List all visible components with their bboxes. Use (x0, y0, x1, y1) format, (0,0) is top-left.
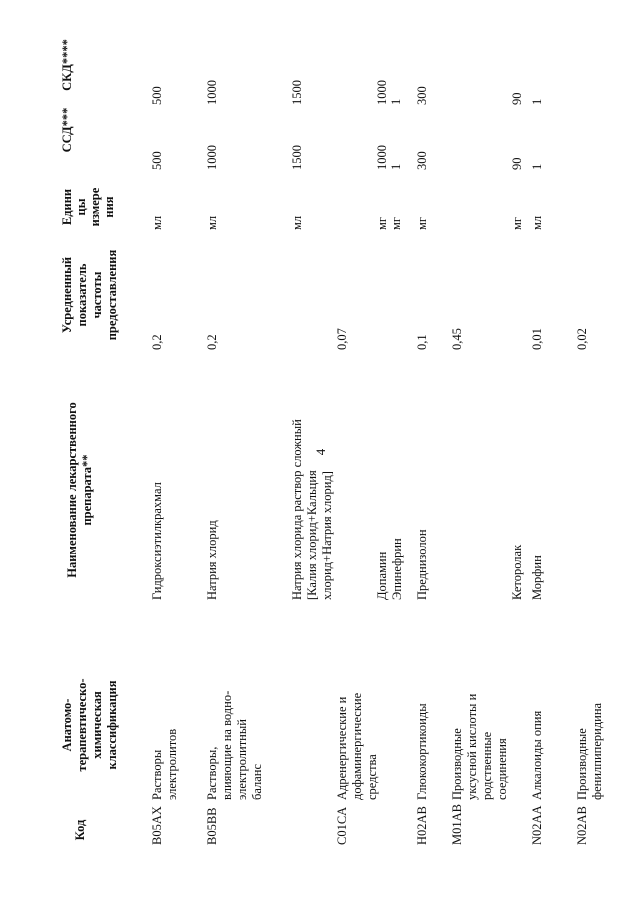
header-drug: Наименование лекарственного (65, 402, 79, 578)
row-atc: баланс (250, 763, 264, 800)
header-freq: частоты (90, 271, 104, 319)
row-freq: 0,2 (150, 334, 164, 350)
header-drug: препарата** (80, 454, 94, 526)
row-drug: хлорид+Натрия хлорид] (320, 471, 334, 600)
row-skd: 1 (530, 98, 544, 105)
row-unit: мл (150, 215, 164, 230)
row-skd: 1000 (205, 80, 219, 105)
row-ssd: 1000 (205, 145, 219, 170)
row-unit: мл (290, 215, 304, 230)
row-ssd: 300 (415, 151, 429, 170)
header-unit: ния (102, 196, 116, 218)
row-drug: Морфин (530, 555, 544, 600)
row-atc: Производные (450, 728, 464, 800)
drug-table (55, 30, 615, 870)
row-ssd: 1 (389, 163, 403, 170)
row-ssd: 1000 (375, 145, 389, 170)
row-drug: Преднизолон (415, 529, 429, 600)
row-drug: [Калия хлорид+Кальция (305, 470, 319, 600)
row-freq: 0,01 (530, 328, 544, 350)
row-atc: родственные (480, 731, 494, 800)
row-unit: мл (530, 215, 544, 230)
row-code: H02AB (415, 806, 429, 845)
row-unit: мг (415, 216, 429, 230)
row-atc: соединения (495, 738, 509, 800)
header-unit: цы (74, 198, 88, 216)
header-atc: химическая (90, 691, 104, 759)
row-atc: Растворы (150, 749, 164, 800)
header-freq: показатель (75, 263, 89, 327)
row-drug: Кеторолак (510, 544, 524, 600)
row-skd: 500 (150, 86, 164, 105)
row-freq: 0,1 (415, 334, 429, 350)
row-atc: Производные (575, 728, 589, 800)
header-freq: предоставления (105, 249, 119, 341)
header-freq: Усредненный (60, 256, 74, 334)
header-ssd: ССД*** (60, 107, 74, 153)
row-atc: Алкалоиды опия (530, 710, 544, 800)
row-drug: Гидроксиэтилкрахмал (150, 482, 164, 600)
row-unit: мг (510, 216, 524, 230)
row-atc: электролитов (165, 728, 179, 800)
row-code: B05BB (205, 807, 219, 845)
row-ssd: 1 (530, 163, 544, 170)
header-unit: Едини (60, 188, 74, 226)
row-skd: 1500 (290, 80, 304, 105)
row-atc: Растворы, (205, 746, 219, 800)
row-atc: Глюкокортикоиды (415, 703, 429, 800)
header-atc: Анатомо- (60, 698, 74, 752)
row-unit: мг (375, 216, 389, 230)
header-atc: терапевтическо- (75, 678, 89, 772)
row-skd: 300 (415, 86, 429, 105)
row-freq: 0,2 (205, 334, 219, 350)
header-unit: измере (88, 187, 102, 227)
row-unit: мл (205, 215, 219, 230)
header-atc: классификация (105, 680, 119, 770)
header-skd: СКД**** (60, 39, 74, 91)
row-drug: Допамин (375, 551, 389, 600)
rotated-table-sheet (55, 30, 615, 870)
page-number: 4 (313, 448, 328, 456)
row-drug: Натрия хлорида раствор сложный (290, 419, 304, 600)
row-atc: уксусной кислоты и (465, 693, 479, 800)
row-freq: 0,07 (335, 328, 349, 350)
row-code: N02AA (530, 805, 544, 845)
row-atc: дофаминергические (350, 692, 364, 800)
row-atc: влияющие на водно- (220, 690, 234, 800)
row-ssd: 90 (510, 157, 524, 170)
row-ssd: 500 (150, 151, 164, 170)
row-skd: 1 (389, 98, 403, 105)
row-atc: фенилпиперидина (590, 702, 604, 800)
row-drug: Натрия хлорид (205, 520, 219, 600)
row-atc: электролитный (235, 719, 249, 800)
row-freq: 0,45 (450, 328, 464, 350)
row-atc: Адренергические и (335, 696, 349, 800)
row-skd: 1000 (375, 80, 389, 105)
row-code: N02AB (575, 806, 589, 845)
row-skd: 90 (510, 92, 524, 105)
row-code: B05AX (150, 806, 164, 845)
row-code: M01AB (450, 804, 464, 845)
row-code: C01CA (335, 806, 349, 845)
row-unit: мг (389, 216, 403, 230)
row-freq: 0,02 (575, 328, 589, 350)
header-code: Код (73, 819, 87, 841)
row-drug: Эпинефрин (390, 538, 404, 600)
row-ssd: 1500 (290, 145, 304, 170)
row-atc: средства (365, 754, 379, 800)
